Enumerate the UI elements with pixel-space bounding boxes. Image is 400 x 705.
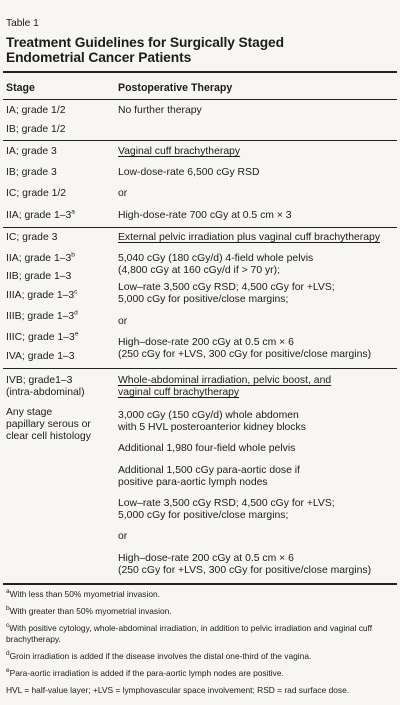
- table-title-line-2: Endometrial Cancer Patients: [6, 50, 192, 65]
- therapy-cell: Additional 1,500 cGy para-aortic dose if: [118, 465, 300, 476]
- therapy-heading: External pelvic irradiation plus vaginal cuff brachytherapy: [118, 232, 381, 243]
- table-figure: [3, 3, 397, 702]
- footnote-marker: b: [71, 251, 75, 259]
- stage-cell: IIIB; grade 1–3$^d$: [6, 309, 78, 322]
- column-header-stage: Stage: [6, 82, 35, 94]
- abbreviations-note: HVL = half-value layer; +LVS = lymphovascular space involvement; RSD = rad surface dose.: [6, 685, 350, 695]
- therapy-cell: positive para-aortic lymph nodes: [118, 477, 268, 488]
- therapy-cell: or: [118, 188, 128, 199]
- therapy-heading: Vaginal cuff brachytherapy: [118, 146, 241, 157]
- therapy-cell: 3,000 cGy (150 cGy/d) whole abdomen: [118, 410, 299, 421]
- therapy-cell: 5,000 cGy for positive/close margins;: [118, 510, 289, 521]
- footnote: $^e$Para-aortic irradiation is added if the para-aortic lymph nodes are positive.: [6, 667, 284, 678]
- stage-cell: (intra-abdominal): [6, 387, 85, 398]
- therapy-cell: with 5 HVL posteroanterior kidney blocks: [118, 422, 306, 433]
- section-rule: [3, 227, 397, 228]
- stage-cell: IB; grade 1/2: [6, 124, 66, 135]
- therapy-cell: High–dose-rate 200 cGy at 0.5 cm × 6: [118, 553, 294, 564]
- therapy-cell: High–dose-rate 200 cGy at 0.5 cm × 6: [118, 337, 294, 348]
- footnote: $^b$With greater than 50% myometrial invasion.: [6, 605, 172, 616]
- therapy-cell: or: [118, 316, 128, 327]
- stage-cell: Any stage: [6, 407, 53, 418]
- section-rule: [3, 140, 397, 141]
- table-title-line-1: Treatment Guidelines for Surgically Staged: [6, 35, 284, 50]
- therapy-cell: (250 cGy for +LVS, 300 cGy for positive/close margins): [118, 565, 372, 576]
- footnote-marker: d: [74, 309, 78, 317]
- stage-cell: clear cell histology: [6, 431, 91, 442]
- stage-cell: IC; grade 1/2: [6, 188, 67, 199]
- therapy-cell: (4,800 cGy at 160 cGy/d if > 70 yr);: [118, 265, 280, 276]
- therapy-cell: Low-dose-rate 6,500 cGy RSD: [118, 167, 260, 178]
- stage-cell: IA; grade 3: [6, 146, 57, 157]
- stage-cell: IVB; grade1–3: [6, 375, 73, 386]
- title-rule: [3, 71, 397, 73]
- therapy-cell: 5,000 cGy for positive/close margins;: [118, 294, 289, 305]
- stage-cell: IA; grade 1/2: [6, 105, 66, 116]
- stage-cell: papillary serous or: [6, 419, 91, 430]
- therapy-cell: (250 cGy for +LVS, 300 cGy for positive/close margins): [118, 349, 372, 360]
- stage-cell: IB; grade 3: [6, 167, 57, 178]
- therapy-cell: Low–rate 3,500 cGy RSD; 4,500 cGy for +LVS;: [118, 498, 335, 509]
- therapy-cell: Additional 1,980 four-field whole pelvis: [118, 443, 296, 454]
- table-bottom-rule: [3, 583, 397, 585]
- footnote: $^d$Groin irradiation is added if the disease involves the distal one-third of the vagina.: [6, 650, 312, 661]
- therapy-heading: Whole-abdominal irradiation, pelvic boost, and: [118, 375, 332, 386]
- footnote-marker: e: [74, 330, 79, 338]
- footnote-marker: a: [71, 208, 75, 216]
- therapy-heading: vaginal cuff brachytherapy: [118, 387, 240, 398]
- column-header-therapy: Postoperative Therapy: [118, 82, 233, 94]
- stage-cell: IIB; grade 1–3: [6, 271, 72, 282]
- therapy-cell: High-dose-rate 700 cGy at 0.5 cm × 3: [118, 210, 292, 221]
- therapy-cell: 5,040 cGy (180 cGy/d) 4-field whole pelvis: [118, 253, 314, 264]
- footnote-marker: c: [74, 288, 78, 296]
- footnote: $^a$With less than 50% myometrial invasion.: [6, 588, 160, 599]
- table-label: Table 1: [6, 18, 39, 29]
- therapy-cell: Low–rate 3,500 cGy RSD; 4,500 cGy for +LVS;: [118, 282, 335, 293]
- stage-cell: IC; grade 3: [6, 232, 58, 243]
- stage-cell: IIIA; grade 1–3$^c$: [6, 288, 78, 301]
- stage-cell: IVA; grade 1–3: [6, 351, 75, 362]
- stage-cell: IIIC; grade 1–3e: [6, 330, 79, 343]
- section-rule: [3, 368, 397, 369]
- header-rule: [3, 99, 397, 100]
- therapy-cell: or: [118, 531, 128, 542]
- stage-cell: IIA; grade 1–3$^b$: [6, 251, 75, 264]
- footnote: $^c$With positive cytology, whole-abdominal irradiation, in addition to pelvic irradiation and vaginal cuff brachytherapy.: [6, 622, 373, 644]
- therapy-cell: No further therapy: [118, 105, 202, 116]
- stage-cell: IIA; grade 1–3$^a$: [6, 208, 75, 221]
